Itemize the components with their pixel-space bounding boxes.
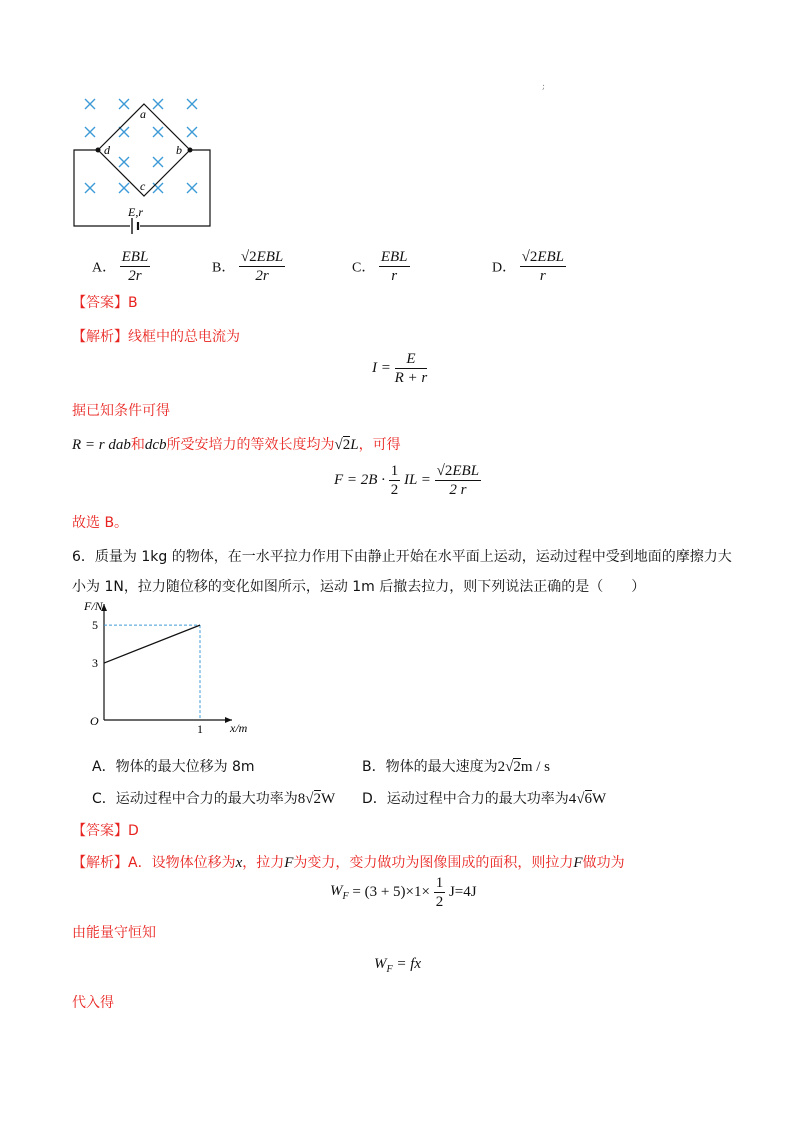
analysis-F2: F: [573, 855, 583, 871]
magnetic-field-cross: [187, 127, 197, 137]
eq2-sqrt: 2: [444, 463, 453, 479]
eq2-lhs: W: [374, 956, 387, 972]
option-d-sqrt: 6: [584, 791, 593, 807]
option-c-unit: W: [321, 791, 336, 807]
label-b: b: [176, 143, 182, 157]
q6-number: 6．: [72, 549, 95, 565]
magnetic-field-cross: [119, 183, 129, 193]
option-b-unit: m / s: [520, 759, 551, 775]
q6-analysis-line3: 代入得: [72, 995, 114, 1011]
option-d-text: D．运动过程中合力的最大功率为: [362, 791, 569, 807]
answer-label: 【答案】: [72, 295, 128, 311]
q6-equation-work: [330, 874, 477, 911]
option-b-pre: 2: [497, 759, 506, 775]
y-axis-label: F/N: [84, 600, 103, 613]
eq2-mid: IL =: [403, 472, 431, 488]
option-c-sqrt: 2: [313, 791, 322, 807]
magnetic-field-cross: [153, 127, 163, 137]
eq-sub: F: [342, 891, 349, 902]
q6-force-displacement-chart: [70, 600, 250, 740]
option-c-label: C．: [352, 260, 376, 276]
line3-text: 所受安培力的等效长度均为: [166, 437, 335, 453]
eq2-half-num: 1: [390, 463, 399, 479]
answer-value: B: [128, 295, 138, 311]
y-tick-label: 5: [92, 618, 98, 633]
x-tick-label: 1: [197, 722, 203, 736]
q5-equation-current: [372, 350, 427, 387]
q5-conclusion: 故选 B。: [72, 515, 129, 531]
eq-rhs: J=4J: [448, 884, 477, 900]
force-line: [104, 625, 200, 663]
q5-analysis-line3: R = r dab和dcb所受安培力的等效长度均为√2L，可得: [72, 437, 401, 453]
analysis-F: F: [284, 855, 294, 871]
q5-option-d: [492, 248, 566, 285]
q5-option-b: [212, 248, 285, 285]
option-a-den: 2r: [128, 268, 142, 284]
q6-analysis-line2: 由能量守恒知: [72, 925, 156, 941]
analysis-label: 【解析】: [72, 855, 128, 871]
label-d: d: [104, 143, 110, 157]
label-source: E,r: [128, 205, 143, 219]
eq-lhs: I =: [372, 360, 391, 376]
x-axis-label: x/m: [230, 721, 248, 735]
option-c-text: C．运动过程中合力的最大功率为: [92, 791, 298, 807]
q6-option-b: B．物体的最大速度为2√2m / s: [362, 759, 551, 775]
analysis-label: 【解析】: [72, 329, 128, 345]
magnetic-field-cross: [187, 183, 197, 193]
option-d-fraction: $\frac{\text{√2EBL}}{r}$: [521, 249, 565, 284]
q5-option-c: [352, 248, 410, 285]
option-d-unit: W: [592, 791, 607, 807]
option-a-num: EBL: [121, 249, 149, 265]
option-b-label: B．: [212, 260, 236, 276]
y-tick-label: 3: [92, 656, 98, 671]
q5-analysis-line1: [72, 326, 240, 346]
q5-option-a: [92, 248, 150, 285]
line3-and: 和: [130, 437, 145, 453]
option-a-fraction: [120, 248, 151, 285]
analysis-1c: 为变力，变力做功为图像围成的面积，则拉力: [293, 855, 574, 871]
line3-dcb: dcb: [144, 437, 167, 453]
label-c: c: [140, 179, 146, 193]
circuit-left-wire: [74, 150, 130, 226]
option-d-den: r: [539, 268, 546, 284]
magnetic-field-cross: [153, 183, 163, 193]
eq-half-num: 1: [435, 875, 444, 891]
option-b-den: 2r: [255, 268, 269, 284]
option-b-text: B．物体的最大速度为: [362, 759, 498, 775]
q5-answer: [72, 292, 138, 312]
page-mark: ;: [542, 82, 546, 92]
magnetic-field-cross: [187, 99, 197, 109]
answer-label: 【答案】: [72, 823, 128, 839]
option-c-num: EBL: [380, 249, 408, 265]
q6-stem-line2: 小为 1N，拉力随位移的变化如图所示，运动 1m 后撤去拉力，则下列说法正确的是（ ）: [72, 579, 646, 595]
option-c-fraction: [379, 248, 410, 285]
eq-lhs: W: [330, 883, 343, 899]
option-b-num: EBL: [256, 249, 284, 265]
line3-math: R = r dab: [72, 437, 131, 453]
q5-circuit-figure: [66, 92, 226, 242]
eq-mid: = (3 + 5)×1×: [352, 884, 430, 900]
magnetic-field-cross: [85, 183, 95, 193]
magnetic-field-cross: [119, 157, 129, 167]
eq2-num: EBL: [452, 463, 480, 479]
analysis-1d: 做功为: [582, 855, 625, 871]
q6-equation-energy: [374, 956, 421, 975]
line3-sqrt: 2: [342, 437, 351, 453]
node-d: [96, 148, 101, 153]
option-b-fraction: $\frac{\text{√2EBL}}{2r}$: [240, 249, 284, 284]
q6-analysis-line1: [72, 852, 625, 872]
q6-option-a: A．物体的最大位移为 8m: [92, 759, 255, 775]
circuit-right-wire: [140, 150, 210, 226]
option-d-label: D．: [492, 260, 517, 276]
option-c-pre: 8: [297, 791, 306, 807]
answer-value: D: [128, 823, 139, 839]
line3-end: ，可得: [358, 437, 401, 453]
label-a: a: [140, 107, 146, 121]
q6-stem-line1: [72, 546, 752, 566]
option-b-sqrt: 2: [249, 249, 257, 265]
q5-analysis-line2: 据已知条件可得: [72, 403, 170, 419]
option-d-sqrt: 2: [529, 249, 538, 265]
q6-text1: 质量为 1kg 的物体，在一水平拉力作用下由静止开始在水平面上运动，运动过程中受到地面的摩擦力大: [94, 549, 732, 565]
magnetic-field-cross: [119, 127, 129, 137]
option-d-num: EBL: [537, 249, 565, 265]
magnetic-field-cross: [119, 99, 129, 109]
option-a-label: A．: [92, 260, 117, 276]
eq-num: E: [395, 350, 428, 369]
line3-L: L: [350, 437, 359, 453]
eq-half-den: 2: [435, 894, 444, 910]
analysis-x: x: [235, 855, 243, 871]
option-c-den: r: [391, 268, 398, 284]
magnetic-field-cross: [85, 99, 95, 109]
eq2-half-den: 2: [390, 482, 399, 498]
q6-option-d: D．运动过程中合力的最大功率为4√6W: [362, 791, 607, 807]
magnetic-field-cross: [153, 157, 163, 167]
analysis-text: 线框中的总电流为: [128, 329, 240, 345]
option-d-pre: 4: [568, 791, 577, 807]
eq2-den: 2 r: [449, 482, 467, 498]
option-b-sqrt: 2: [513, 759, 521, 775]
eq-den: R + r: [394, 370, 428, 386]
eq2-sub: F: [386, 964, 393, 975]
analysis-1b: ，拉力: [242, 855, 285, 871]
analysis-1a: A．设物体位移为: [128, 855, 236, 871]
magnetic-field-cross: [153, 99, 163, 109]
node-b: [188, 148, 193, 153]
eq2-rhs: = fx: [396, 956, 422, 972]
magnetic-field-cross: [85, 127, 95, 137]
q6-option-c: C．运动过程中合力的最大功率为8√2W: [92, 791, 336, 807]
eq2-lhs: F = 2B ·: [334, 472, 385, 488]
q6-answer: [72, 820, 139, 840]
origin-label: O: [90, 714, 99, 728]
q5-equation-force: F = 2B · $\frac{1}{2}$ IL = $\frac{\text{√2EBL}}{2 r}$: [334, 463, 480, 498]
